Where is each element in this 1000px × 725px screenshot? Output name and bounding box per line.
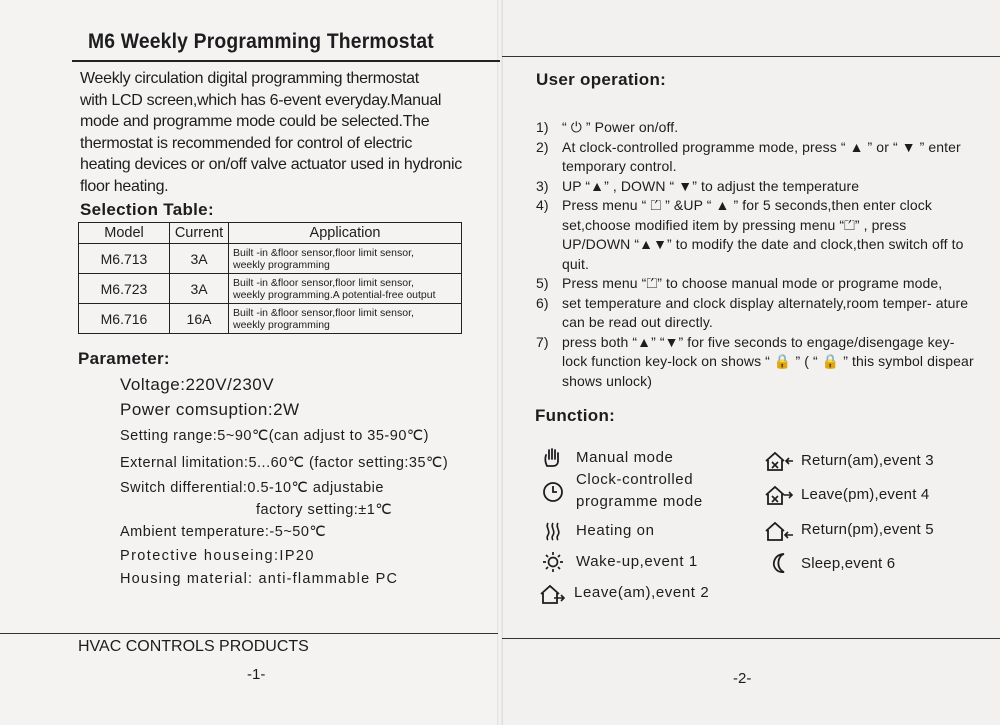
house-leave-pm-icon xyxy=(764,484,794,506)
user-operation-heading: User operation: xyxy=(536,70,667,89)
application-line: Built -in &floor sensor,floor limit sensor, xyxy=(233,276,414,289)
application-line: Built -in &floor sensor,floor limit sensor, xyxy=(233,246,414,259)
list-item: 6) set temperature and clock display alternately,room temper- ature can be read out directly. xyxy=(536,294,969,330)
application-line: Built -in &floor sensor,floor limit sensor, xyxy=(233,306,414,319)
right-top-rule xyxy=(502,56,1000,57)
page-fold xyxy=(497,0,503,725)
page-title: M6 Weekly Programming Thermostat xyxy=(88,30,434,53)
house-leave-icon xyxy=(539,583,565,605)
param-protective-housing: Protective houseing:IP20 xyxy=(120,548,315,564)
cell-model: M6.723 xyxy=(79,274,170,304)
title-underline xyxy=(72,60,500,62)
param-power: Power comsuption:2W xyxy=(120,400,300,419)
list-item: 5) Press menu “⏍” to choose manual mode or programe mode, xyxy=(536,275,943,291)
parameter-heading: Parameter: xyxy=(78,349,170,368)
application-line: weekly programming.A potential-free output xyxy=(233,288,436,301)
intro-line: mode and programme mode could be selected.The xyxy=(80,113,430,130)
hand-icon xyxy=(541,446,563,468)
intro-line: floor heating. xyxy=(80,177,169,195)
function-leave-pm: Leave(pm),event 4 xyxy=(801,486,930,503)
intro-line: thermostat is recommended for control of electric xyxy=(80,134,413,152)
param-external-limitation: External limitation:5...60℃ (factor setting:35℃) xyxy=(120,455,449,471)
intro-line: with LCD screen,which has 6-event everyday.Manual xyxy=(80,91,442,109)
function-heading: Function: xyxy=(535,406,616,425)
table-header-row xyxy=(79,223,462,244)
heating-icon xyxy=(543,520,565,542)
cell-model: M6.716 xyxy=(79,304,170,334)
intro-line: heating devices or on/off valve actuator used in hydronic xyxy=(80,156,462,173)
cell-current: 3A xyxy=(170,244,229,274)
param-voltage: Voltage:220V/230V xyxy=(120,375,275,394)
table-row xyxy=(79,274,462,304)
intro-paragraph xyxy=(80,68,480,197)
function-return-pm: Return(pm),event 5 xyxy=(801,521,934,538)
application-line: weekly programming xyxy=(233,318,330,331)
intro-line: Weekly circulation digital programming thermostat xyxy=(80,70,419,87)
list-item: 7) press both “▲” “▼” for five seconds to engage/disengage key-lock function key-lock on shows “ 🔒 ” ( “ 🔒 ” this symbol dispear shows unlock) xyxy=(536,333,974,389)
selection-table xyxy=(78,222,462,334)
list-item: 1) “ ⏻ ” Power on/off. xyxy=(536,119,679,135)
function-leave-am: Leave(am),event 2 xyxy=(574,584,710,601)
footer-brand: HVAC CONTROLS PRODUCTS xyxy=(78,638,309,655)
cell-current: 16A xyxy=(170,304,229,334)
cell-application xyxy=(229,274,462,304)
cell-model: M6.713 xyxy=(79,244,170,274)
cell-current: 3A xyxy=(170,274,229,304)
column-header-model: Model xyxy=(79,223,170,244)
list-item: 3) UP “▲” , DOWN “ ▼” to adjust the temperature xyxy=(536,177,860,194)
user-operation-list xyxy=(536,118,976,391)
param-ambient-temperature: Ambient temperature:-5~50℃ xyxy=(120,524,327,540)
list-item: 2) At clock-controlled programme mode, press “ ▲ ” or “ ▼ ” enter temporary control. xyxy=(536,138,961,174)
cell-application xyxy=(229,244,462,274)
table-row xyxy=(79,304,462,334)
function-manual-mode: Manual mode xyxy=(576,449,674,466)
right-footer-rule xyxy=(502,638,1000,639)
page-number-right: -2- xyxy=(733,670,752,687)
page-number-left: -1- xyxy=(247,666,266,683)
list-item: 4) Press menu “ ⏍ ” &UP “ ▲ ” for 5 seconds,then enter clock set,choose modified item by pressing menu “⏍” , press UP/DOWN “▲▼” to modify the date and clock,then switch off to quit. xyxy=(536,197,964,272)
param-housing-material: Housing material: anti-flammable PC xyxy=(120,571,399,587)
function-sleep: Sleep,event 6 xyxy=(801,555,896,572)
param-switch-differential: Switch differential:0.5-10℃ adjustabie xyxy=(120,480,384,496)
function-clock-controlled: Clock-controlled xyxy=(576,471,694,488)
house-return-am-icon xyxy=(764,450,794,472)
table-row xyxy=(79,244,462,274)
application-line: weekly programming xyxy=(233,258,330,271)
column-header-application: Application xyxy=(229,223,462,244)
function-return-am: Return(am),event 3 xyxy=(801,452,934,469)
clock-icon xyxy=(542,481,564,503)
sun-icon xyxy=(542,551,564,573)
function-programme-mode: programme mode xyxy=(576,493,703,510)
function-wake-up: Wake-up,event 1 xyxy=(576,553,698,570)
param-setting-range: Setting range:5~90℃(can adjust to 35-90℃) xyxy=(120,428,430,444)
column-header-current: Current xyxy=(170,223,229,244)
moon-icon xyxy=(770,552,792,574)
selection-table-heading: Selection Table: xyxy=(80,200,214,219)
left-footer-rule xyxy=(0,633,498,634)
cell-application xyxy=(229,304,462,334)
house-return-pm-icon xyxy=(764,520,794,542)
param-factory-setting: factory setting:±1℃ xyxy=(256,502,393,518)
function-heating-on: Heating on xyxy=(576,522,655,539)
